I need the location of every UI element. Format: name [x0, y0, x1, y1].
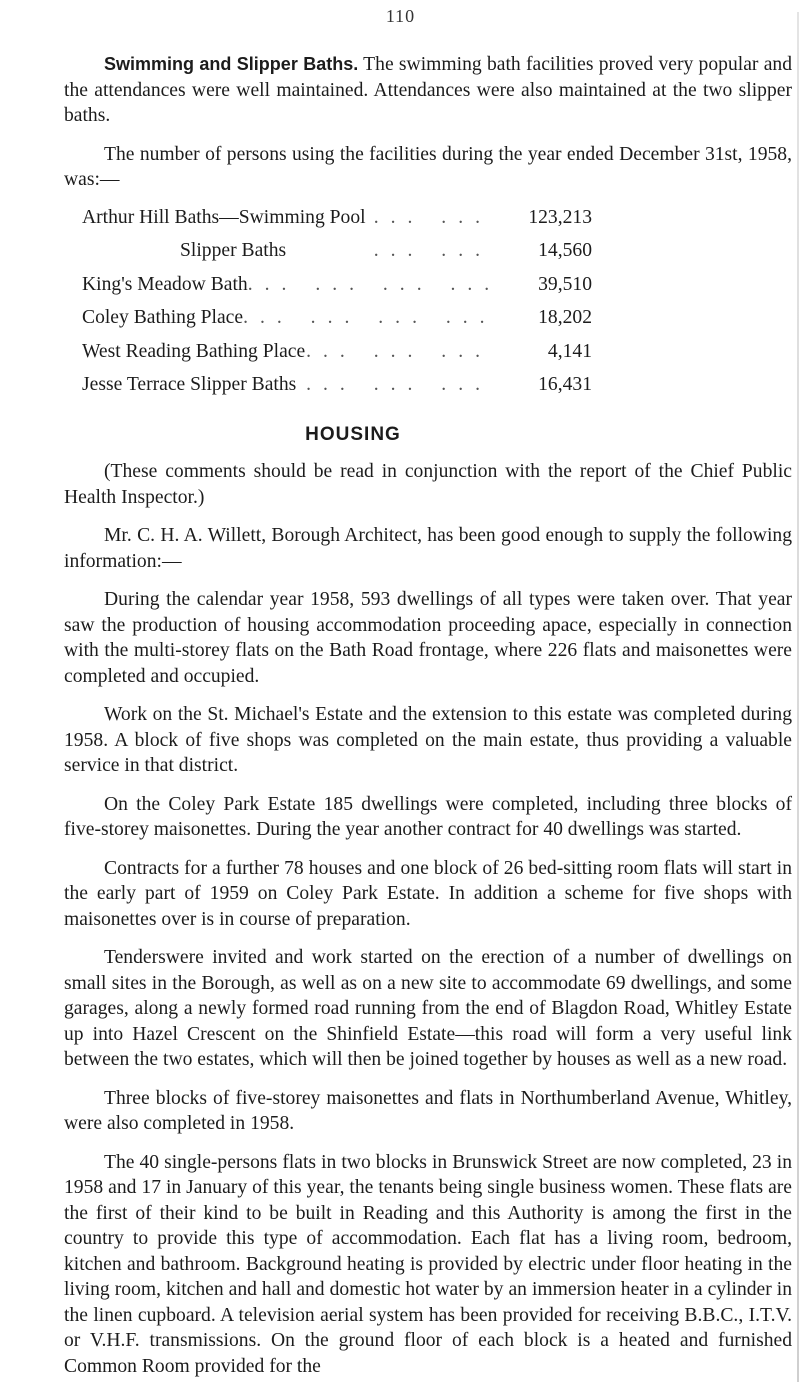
body-paragraph: Tenderswere invited and work started on the erection of a number of dwellings on small sites in the Borough, as well as on a new site to accommodate 69 dwellings, and some garages, along a newly formed road running from the end of Blagdon Road, Whitley Estate up into Hazel Crescent on the Shinfield Estate—this road will form a very useful link between the two estates, which will then be joined together by houses as well as a new road. [64, 947, 792, 1070]
leader-dots: ... ... ... [306, 340, 492, 362]
attendance-table [82, 205, 592, 406]
body-paragraph: Mr. C. H. A. Willett, Borough Architect, has been good enough to supply the following information:— [64, 525, 792, 572]
row-label: Coley Bathing Place [82, 307, 244, 328]
row-value: 16,431 [538, 374, 592, 395]
row-label: Arthur Hill Baths—Swimming Pool [82, 206, 366, 228]
row-label: Slipper Baths [180, 240, 287, 261]
row-label: King's Meadow Bath [82, 273, 248, 295]
table-row [82, 372, 592, 406]
row-label: Jesse Terrace Slipper Baths [82, 374, 297, 395]
intro-text: The swimming bath facilities proved very popular and the attendances were well maintained. Attendances were also maintained at the two slipper baths. [64, 54, 792, 126]
section-lead-title: Swimming and Slipper Baths. [104, 54, 359, 74]
body-paragraph: (These comments should be read in conjunction with the report of the Chief Public Health Inspector.) [64, 461, 792, 508]
row-label: West Reading Bathing Place [82, 340, 306, 362]
leader-dots: ... ... [373, 240, 492, 261]
section-heading-housing: HOUSING [305, 423, 401, 445]
page-number: 110 [385, 6, 416, 26]
leader-dots: ... ... ... ... [243, 307, 497, 328]
table-row [82, 272, 592, 306]
page-body [64, 52, 792, 1379]
body-paragraph: On the Coley Park Estate 185 dwellings were completed, including three blocks of five-storey maisonettes. During the year another contract for 40 dwellings was started. [64, 793, 792, 840]
table-intro: The number of persons using the facilities during the year ended December 31st, 1958, was:— [64, 143, 792, 190]
leader-dots: ... ... ... ... [247, 273, 502, 295]
table-row [82, 305, 592, 339]
body-paragraph: Three blocks of five-storey maisonettes and flats in Northumberland Avenue, Whitley, were also completed in 1958. [64, 1087, 792, 1134]
row-value: 18,202 [538, 307, 592, 328]
page-edge-shadow [797, 12, 799, 1382]
row-value: 39,510 [538, 273, 592, 295]
leader-dots: ... ... ... [306, 374, 492, 395]
body-paragraph: Contracts for a further 78 houses and one block of 26 bed-sitting room flats will start in the early part of 1959 on Coley Park Estate. In addition a scheme for five shops with maisonettes over is in course of preparation. [64, 857, 792, 930]
table-row [82, 205, 592, 239]
intro-paragraph [64, 52, 792, 129]
table-row [82, 238, 592, 272]
row-value: 14,560 [538, 240, 592, 261]
body-paragraph: During the calendar year 1958, 593 dwellings of all types were taken over. That year saw the production of housing accommodation proceeding apace, especially in connection with the multi-storey flats on the Bath Road frontage, where 226 flats and maisonettes were completed and occupied. [64, 589, 792, 687]
row-value: 4,141 [547, 340, 592, 362]
body-paragraph: The 40 single-persons flats in two blocks in Brunswick Street are now completed, 23 in 1958 and 17 in January of this year, the tenants being single business women. These flats are the first of their kind to be built in Reading and this Authority is among the first in the country to provide this type of accommodation. Each flat has a living room, bedroom, kitchen and bathroom. Background heating is provided by electric under floor heating in the living room, kitchen and hall and domestic hot water by an immersion heater in a cylinder in the linen cupboard. A television aerial system has been provided for receiving B.B.C., I.T.V. or V.H.F. transmissions. On the ground floor of each block is a heated and furnished Common Room provided for the [64, 1151, 792, 1377]
body-paragraph: Work on the St. Michael's Estate and the extension to this estate was completed during 1958. A block of five shops was completed on the main estate, thus providing a valuable service in that district. [64, 704, 792, 776]
table-row [82, 339, 592, 373]
row-value: 123,213 [528, 206, 592, 228]
leader-dots: ... ... [373, 206, 492, 228]
